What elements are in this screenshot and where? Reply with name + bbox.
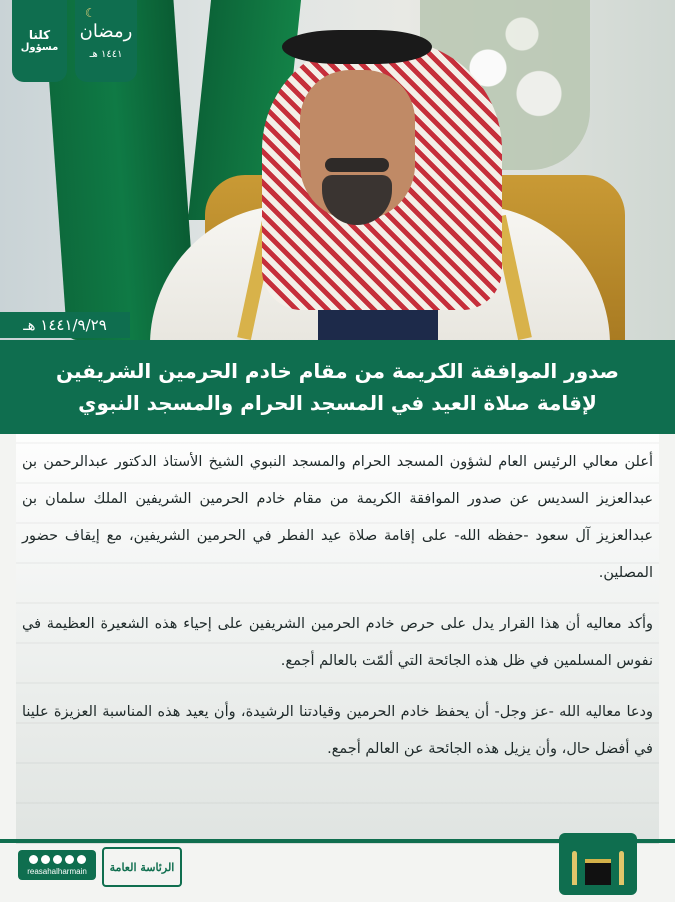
headline-band [0, 340, 675, 434]
moustache [325, 158, 389, 172]
ramadan-badge [75, 0, 137, 82]
social-icons-row [29, 855, 86, 864]
twitter-icon [29, 855, 38, 864]
snapchat-icon [77, 855, 86, 864]
kaaba-icon [585, 859, 611, 885]
crescent-icon: ☾ [85, 6, 96, 20]
paragraph-1: أعلن معالي الرئيس العام لشؤون المسجد الحرام والمسجد النبوي الشيخ الأستاذ الدكتور عبدالرحمن بن عبدالعزيز السديس عن صدور الموافقة الكريمة من مقام خادم الحرمين الشريفين الملك سلمان بن عبدالعزيز آل سعود -حفظه الله- على إقامة صلاة عيد الفطر في الحرمين الشريفين، مع إيقاف حضور المصلين. [22, 454, 653, 581]
presidency-logo [559, 833, 637, 895]
headline-line1: صدور الموافقة الكريمة من مقام خادم الحرمين الشريفين [56, 359, 619, 383]
facebook-icon [41, 855, 50, 864]
minaret-left-icon [619, 851, 624, 885]
responsibility-line2: مسؤول [20, 42, 59, 54]
social-media-box [18, 850, 96, 880]
responsibility-line1: كلنا [28, 27, 51, 42]
instagram-icon [53, 855, 62, 864]
ramadan-word: رمضان [79, 20, 133, 42]
ramadan-year: ١٤٤١ هـ [89, 48, 123, 60]
article-body [16, 434, 659, 844]
hijri-date-label: ١٤٤١/٩/٢٩ هـ [0, 312, 130, 338]
paragraph-3: ودعا معاليه الله -عز وجل- أن يحفظ خادم الحرمين وقيادتنا الرشيدة، وأن يعيد هذه المناسبة العزيزة علينا في أفضل حال، وأن يزيل هذه الجائحة عن العالم أجمع. [22, 704, 653, 757]
social-handle: reasahalharmain [27, 866, 87, 876]
black-agal [282, 30, 432, 64]
minaret-right-icon [572, 851, 577, 885]
responsibility-badge [12, 0, 67, 82]
calligraphy-emblem: الرئاسة العامة [102, 847, 182, 887]
paragraph-2: وأكد معاليه أن هذا القرار يدل على حرص خادم الحرمين الشريفين على إحياء هذه الشعيرة العظيمة في نفوس المسلمين في ظل هذه الجائحة التي ألمّت بالعالم أجمع. [22, 616, 653, 669]
youtube-icon [65, 855, 74, 864]
headline-line2: لإقامة صلاة العيد في المسجد الحرام والمسجد النبوي [78, 391, 597, 415]
